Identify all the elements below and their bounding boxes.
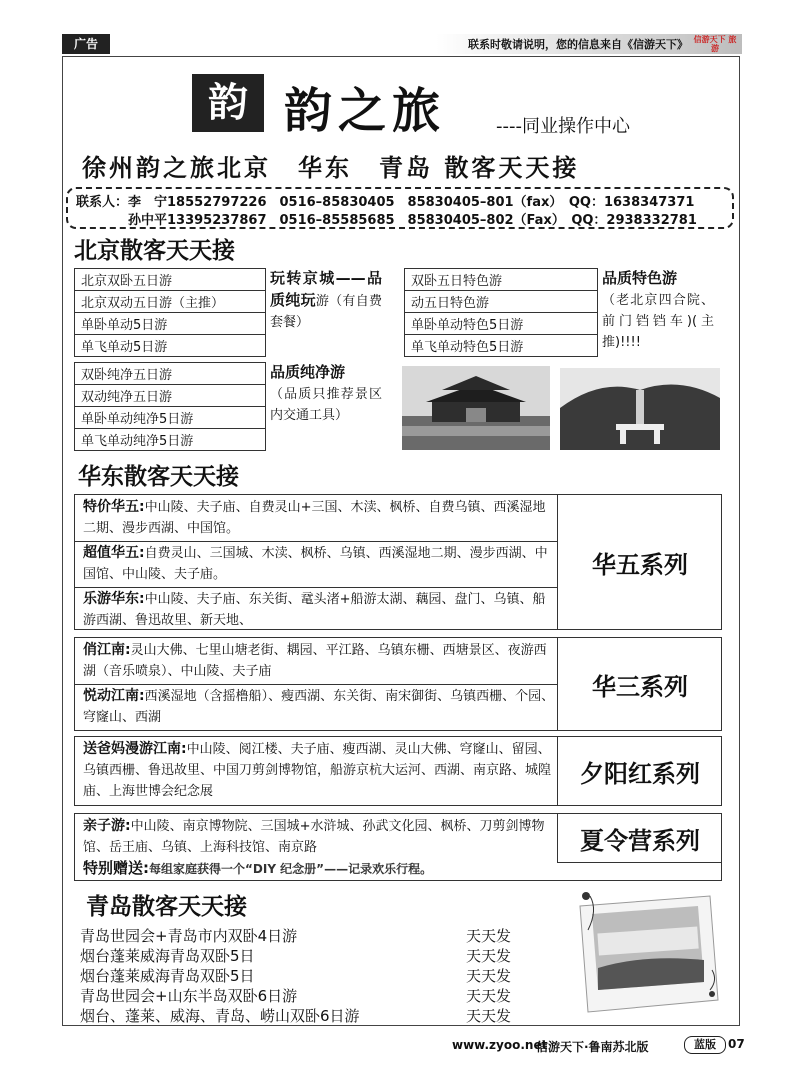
- beijing-routes-1: [74, 268, 266, 357]
- route-cell: 双卧五日特色游: [405, 269, 598, 291]
- desc-head: 品质纯净游: [270, 363, 346, 381]
- package-name: 超值华五:: [83, 545, 145, 561]
- publication-logo: 信游天下 旅游: [693, 35, 737, 53]
- qingdao-freq: 天天发: [466, 927, 512, 945]
- package-text: 灵山大佛、七里山塘老街、耦园、平江路、乌镇东栅、西塘景区、夜游西湖（音乐喷泉）、中山陵、夫子庙: [83, 643, 547, 679]
- huadong-title: 华东散客天天接: [78, 463, 239, 490]
- beijing-desc-1: [270, 268, 382, 333]
- series-label: 华五系列: [557, 495, 722, 629]
- desc-text: （品质只推荐景区内交通工具）: [270, 387, 382, 423]
- desc-head: 品质特色游: [602, 269, 678, 287]
- package-item: [83, 640, 557, 682]
- package-item: [83, 543, 557, 585]
- route-cell: 单飞单动5日游: [75, 335, 266, 357]
- beijing-routes-3: [74, 362, 266, 451]
- husan-block: [74, 637, 722, 731]
- route-cell: 单飞单动纯净5日游: [75, 429, 266, 451]
- divider: [75, 587, 557, 588]
- beijing-desc-2: [602, 268, 714, 353]
- gift-text: 每组家庭获得一个“DIY 纪念册”——记录欢乐行程。: [149, 862, 433, 876]
- qingdao-route: 烟台蓬莱威海青岛双卧5日: [80, 967, 255, 985]
- divider: [75, 684, 557, 685]
- desc-text: （老北京四合院、前门铛铛车)(主推)!!!!: [602, 293, 714, 350]
- route-cell: 双卧纯净五日游: [75, 363, 266, 385]
- qingdao-route: 青岛世园会+山东半岛双卧6日游: [80, 987, 298, 1005]
- package-text: 中山陵、夫子庙、东关街、鼋头渚+船游太湖、藕园、盘门、乌镇、船游西湖、鲁迅故里、新天地、: [83, 592, 546, 628]
- qingdao-route: 烟台蓬莱威海青岛双卧5日: [80, 947, 255, 965]
- huawu-block: [74, 494, 722, 630]
- ad-tag: 广告: [62, 34, 110, 54]
- route-cell: 单卧单动纯净5日游: [75, 407, 266, 429]
- contact-row-2: 孙中平13395237867 0516–85585685 85830405–802（Fax） QQ：2938332781: [76, 213, 697, 228]
- contact-row-1: 联系人：李 宁18552797226 0516–85830405 85830405–801（fax） QQ：1638347371: [76, 195, 695, 210]
- package-text: 中山陵、夫子庙、自费灵山+三国、木渎、枫桥、自费乌镇、西溪湿地二期、漫步西湖、中国馆。: [83, 500, 546, 536]
- desc-text: 游（有自费套餐）: [270, 294, 382, 330]
- package-name: 特价华五:: [83, 499, 145, 515]
- qingdao-title: 青岛散客天天接: [86, 893, 247, 920]
- package-name: 乐游华东:: [83, 591, 145, 607]
- package-item: [83, 739, 557, 802]
- desc-head: 玩转京城——品质纯玩: [270, 269, 382, 309]
- qingdao-freq: 天天发: [466, 1007, 512, 1025]
- qingdao-route: 烟台、蓬莱、威海、青岛、崂山双卧6日游: [80, 1007, 360, 1025]
- contact-box: [66, 187, 734, 229]
- package-item: [83, 589, 557, 631]
- route-cell: 单飞单动特色5日游: [405, 335, 598, 357]
- gift-label: 特别赠送:: [83, 859, 149, 877]
- route-cell: 北京双动五日游（主推）: [75, 291, 266, 313]
- package-item: [83, 686, 557, 728]
- beach-photo: [574, 890, 724, 1018]
- package-name: 亲子游:: [83, 818, 131, 834]
- package-item: [83, 497, 557, 539]
- route-cell: 双动纯净五日游: [75, 385, 266, 407]
- header-note: 联系时敬请说明，您的信息来自《信游天下》: [468, 38, 688, 51]
- brand-name: 韵之旅: [284, 83, 447, 139]
- package-name: 俏江南:: [83, 642, 131, 658]
- package-text: 西溪湿地（含摇橹船）、瘦西湖、东关街、南宋御街、乌镇西栅、个园、穹窿山、西湖: [83, 689, 555, 725]
- route-cell: 单卧单动5日游: [75, 313, 266, 335]
- beijing-desc-3: [270, 362, 382, 426]
- qingdao-route: 青岛世园会+青岛市内双卧4日游: [80, 927, 298, 945]
- package-name: 送爸妈漫游江南:: [83, 741, 187, 757]
- qingdao-freq: 天天发: [466, 947, 512, 965]
- footer-url[interactable]: www.zyoo.net: [452, 1038, 548, 1052]
- route-cell: 单卧单动特色5日游: [405, 313, 598, 335]
- page-number: 07: [728, 1037, 745, 1051]
- qingdao-freq: 天天发: [466, 987, 512, 1005]
- package-text: 自费灵山、三国城、木渎、枫桥、乌镇、西溪湿地二期、漫步西湖、中国馆、中山陵、夫子庙。: [83, 546, 548, 582]
- brand-logo-glyph: 韵: [208, 79, 248, 126]
- package-name: 悦动江南:: [83, 688, 145, 704]
- tiananmen-photo: [402, 366, 550, 450]
- route-cell: 动五日特色游: [405, 291, 598, 313]
- package-text: 中山陵、南京博物院、三国城+水浒城、孙武文化园、枫桥、刀剪剑博物馆、岳王庙、乌镇、上海科技馆、南京路: [83, 819, 545, 855]
- series-label: 华三系列: [557, 638, 722, 730]
- beijing-routes-2: [404, 268, 598, 357]
- brand-slogan: 徐州韵之旅北京 华东 青岛 散客天天接: [82, 153, 580, 182]
- footer-publication: 信游天下·鲁南苏北版: [536, 1040, 649, 1054]
- series-label: 夏令营系列: [557, 814, 722, 863]
- gift-note: [83, 858, 557, 880]
- route-cell: 北京双卧五日游: [75, 269, 266, 291]
- edition-badge: 蓝版: [684, 1036, 726, 1054]
- package-item: [83, 816, 557, 858]
- brand-subtitle: ----同业操作中心: [496, 116, 630, 137]
- qingdao-freq: 天天发: [466, 967, 512, 985]
- divider: [75, 541, 557, 542]
- beijing-title: 北京散客天天接: [74, 237, 235, 264]
- mausoleum-photo: [560, 368, 720, 450]
- package-text: 中山陵、阅江楼、夫子庙、瘦西湖、灵山大佛、穹窿山、留园、乌镇西栅、鲁迅故里、中国刀剪剑博物馆，船游京杭大运河、西湖、南京路、城隍庙、上海世博会纪念展: [83, 742, 552, 799]
- series-label: 夕阳红系列: [557, 737, 722, 805]
- xialingying-block: [74, 813, 722, 881]
- xiyanghong-block: [74, 736, 722, 806]
